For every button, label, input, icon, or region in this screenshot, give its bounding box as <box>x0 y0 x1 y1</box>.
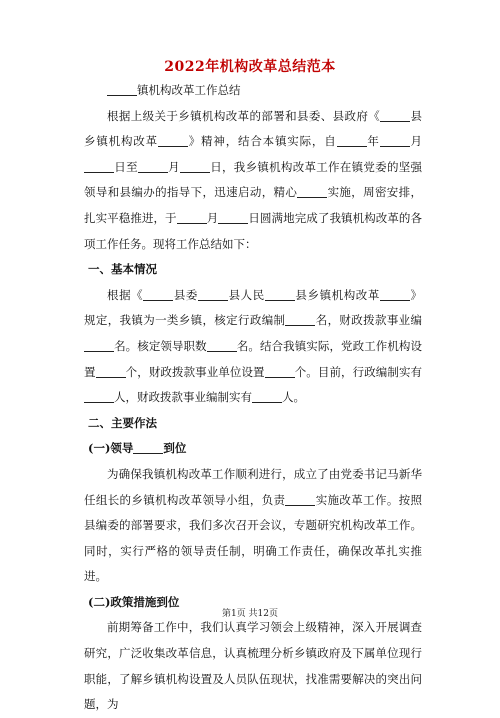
fill-blank <box>133 440 163 454</box>
fill-blank <box>380 287 410 301</box>
fill-blank <box>380 133 410 147</box>
paragraph-1: 根据上级关于乡镇机构改革的部署和县委、县政府《 县乡镇机构改革 》精神，结合本镇实际，自 年 月日至 月 日，我乡镇机构改革工作在镇党委的坚强领导和县编办的指导下，迅速启动，精心 实施，周密安排，扎实平稳推进，于 月 日圆满地完成了我镇机构改革的各项工作任务。现将工作总结如下： <box>84 108 423 251</box>
fill-blank <box>285 492 315 506</box>
fill-blank <box>84 159 114 173</box>
paragraph-2: 根据《 县委 县人民 县乡镇机构改革 》规定，我镇为一类乡镇，核定行政编制 名，财政拨款事业编名。核定领导职数 名。结合我镇实际，党政工作机构设置 个，财政拨款事业单位设置 个。目前，行政编制实有人，财政拨款事业编制实有 人。 <box>84 287 423 405</box>
fill-blank <box>84 389 114 403</box>
fill-blank <box>297 184 327 198</box>
fill-blank <box>265 364 295 378</box>
fill-blank <box>337 133 367 147</box>
heading-basic-situation: 一、基本情况 <box>88 262 157 277</box>
fill-blank <box>158 133 188 147</box>
document-title: 2022年机构改革总结范本 <box>164 59 336 75</box>
fill-blank <box>198 287 228 301</box>
fill-blank <box>138 159 168 173</box>
fill-blank <box>180 159 210 173</box>
subtitle-line: 镇机构改革工作总结 <box>84 78 422 104</box>
fill-blank <box>252 389 282 403</box>
fill-blank <box>218 210 248 224</box>
fill-blank <box>96 364 126 378</box>
fill-blank <box>84 338 114 352</box>
heading-main-practices: 二、主要作法 <box>88 415 157 430</box>
fill-blank <box>207 338 237 352</box>
heading-leadership: (一)领导 到位 <box>88 441 187 456</box>
fill-blank <box>285 312 315 326</box>
paragraph-4: 前期筹备工作中，我们认真学习领会上级精神，深入开展调查研究，广泛收集改革信息，认真梳理分析乡镇政府及下属单位现行职能，了解乡镇机构设置及人员队伍现状，找准需要解决的突出问题，为 <box>84 620 422 712</box>
heading-policy-measures: (二)政策措施到位 <box>88 594 180 609</box>
fill-blank <box>143 287 173 301</box>
fill-blank <box>380 108 410 122</box>
fill-blank <box>107 82 137 96</box>
paragraph-3: 为确保我镇机构改革工作顺利进行，成立了由党委书记马新华任组长的乡镇机构改革领导小组，负责 实施改革工作。按照县编委的部署要求，我们多次召开会议，专题研究机构改革工作。同时，实行严格的领导责任制，明确工作责任，确保改革扎实推进。 <box>84 466 423 584</box>
fill-blank <box>265 287 295 301</box>
fill-blank <box>177 210 207 224</box>
document-body <box>84 78 422 718</box>
page-footer: 第1页 共12页 <box>221 609 279 619</box>
